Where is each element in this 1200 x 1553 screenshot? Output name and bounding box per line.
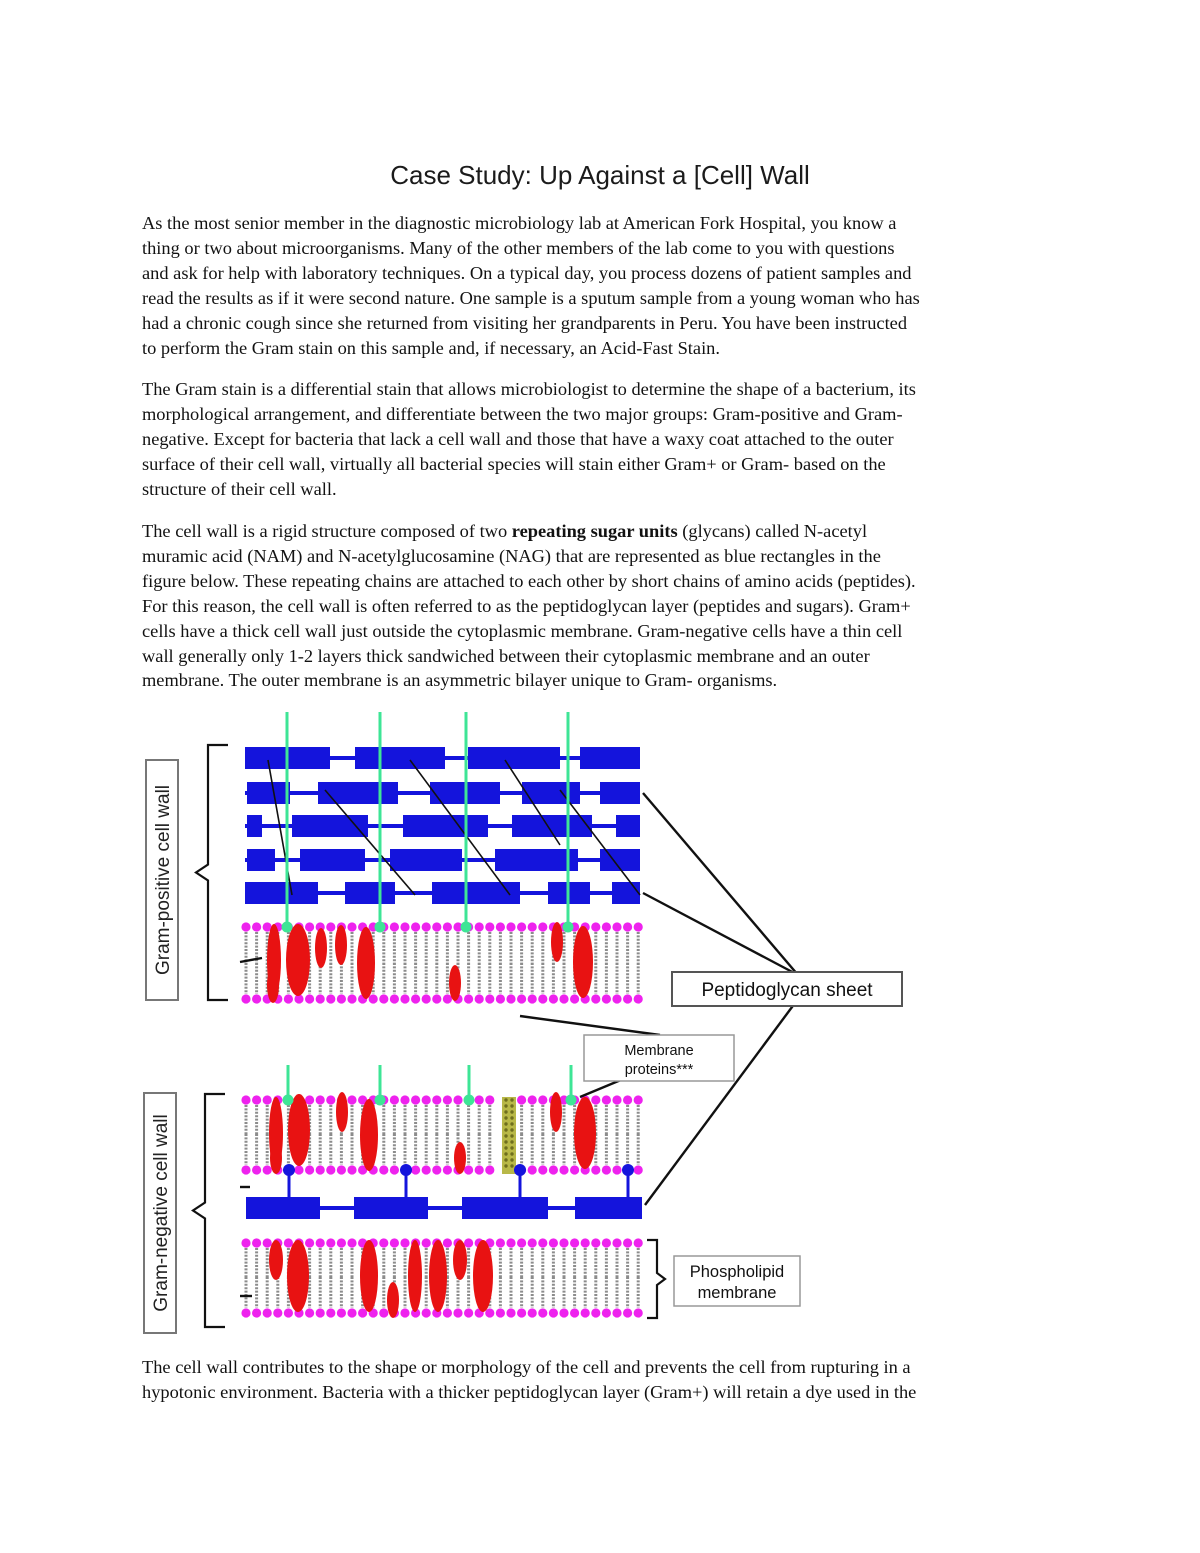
membrane-proteins-label-line: proteins*** — [624, 1062, 694, 1078]
gram-stain-paragraph — [142, 377, 1072, 502]
text-line: negative. Except for bacteria that lack a cell wall and those that have a waxy coat attached to the outer — [142, 428, 894, 449]
lipid-head — [591, 994, 600, 1003]
lipid-head — [485, 922, 494, 931]
glycan-block — [247, 782, 290, 804]
lipid-head — [581, 1308, 590, 1317]
lipid-head — [390, 922, 399, 931]
text-line: As the most senior member in the diagnostic microbiology lab at American Fork Hospital, you know a — [142, 213, 897, 233]
pointer-line — [240, 958, 262, 962]
lipid-head — [602, 1238, 611, 1247]
lipid-head — [549, 1238, 558, 1247]
porin-dot — [510, 1116, 513, 1119]
text-line: read the results as if it were second nature. One sample is a sputum sample from a young woman who has — [142, 287, 920, 308]
membrane-protein — [453, 1240, 467, 1280]
lipid-head — [294, 1165, 303, 1174]
lipid-head — [464, 1308, 473, 1317]
lipid-head — [411, 1165, 420, 1174]
glycan-block — [495, 849, 578, 871]
lipid-head — [485, 1308, 494, 1317]
text-line — [142, 519, 1072, 544]
membrane-protein — [429, 1240, 447, 1312]
bold-term: repeating sugar units — [511, 521, 678, 541]
cell-wall-paragraph — [142, 519, 1072, 693]
lipid-head — [241, 1238, 250, 1247]
lipid-head — [623, 1095, 632, 1104]
lipid-head — [252, 1165, 261, 1174]
lipid-head — [634, 922, 643, 931]
lipid-head — [464, 994, 473, 1003]
lipid-head — [347, 1165, 356, 1174]
lipid-head — [347, 994, 356, 1003]
lipid-head — [369, 994, 378, 1003]
text-line: wall generally only 1-2 layers thick sandwiched between their cytoplasmic membrane and an outer — [142, 645, 870, 666]
porin-dot — [504, 1140, 507, 1143]
lipid-head — [379, 994, 388, 1003]
lipid-head — [581, 1238, 590, 1247]
lipid-head — [591, 1165, 600, 1174]
lipid-head — [559, 1165, 568, 1174]
porin-dot — [510, 1164, 513, 1167]
glycan-block — [580, 747, 640, 769]
text-line: figure below. These repeating chains are attached to each other by short chains of amino acids (peptides). — [142, 570, 916, 591]
text-line: to perform the Gram stain on this sample and, if necessary, an Acid-Fast Stain. — [142, 337, 720, 358]
lipid-head — [263, 1308, 272, 1317]
glycan-block — [247, 849, 275, 871]
lipid-head — [612, 1095, 621, 1104]
porin-dot — [510, 1152, 513, 1155]
lipid-head — [241, 1308, 250, 1317]
lipid-head — [411, 922, 420, 931]
lipid-head — [443, 1238, 452, 1247]
lipid-head — [634, 994, 643, 1003]
lipid-head — [602, 994, 611, 1003]
porin-dot — [504, 1164, 507, 1167]
lipid-head — [475, 1165, 484, 1174]
lipid-head — [337, 1165, 346, 1174]
lipid-head — [305, 1095, 314, 1104]
lipid-head — [390, 1165, 399, 1174]
lps-anchor — [464, 1095, 475, 1106]
lipid-head — [602, 1308, 611, 1317]
lipid-head — [538, 1095, 547, 1104]
lipid-head — [252, 994, 261, 1003]
porin-dot — [504, 1134, 507, 1137]
lipid-head — [337, 1308, 346, 1317]
lipid-head — [538, 994, 547, 1003]
cell-wall-diagram — [138, 700, 918, 1345]
lps-anchor — [566, 1095, 577, 1106]
porin-dot — [504, 1128, 507, 1131]
lipid-head — [506, 922, 515, 931]
lipid-head — [400, 922, 409, 931]
lipid-head — [591, 922, 600, 931]
lipoteichoic-anchor — [282, 922, 293, 933]
membrane-protein — [360, 1240, 378, 1312]
lipid-head — [347, 922, 356, 931]
lipid-head — [422, 1165, 431, 1174]
membrane-protein — [267, 967, 279, 1003]
membrane-protein — [270, 1142, 282, 1174]
membrane-protein — [315, 928, 327, 968]
lipid-head — [241, 1095, 250, 1104]
membrane-protein — [336, 1092, 348, 1132]
text-line: For this reason, the cell wall is often referred to as the peptidoglycan layer (peptides and sugars). Gram+ — [142, 595, 911, 616]
lipid-head — [432, 922, 441, 931]
glycan-block — [616, 815, 640, 837]
lipid-head — [316, 1308, 325, 1317]
lipid-head — [337, 994, 346, 1003]
porin-dot — [504, 1110, 507, 1113]
diagram-shapes — [193, 712, 798, 1327]
lipoprotein-anchor — [400, 1164, 412, 1176]
lipid-head — [612, 922, 621, 931]
lipid-head — [252, 1238, 261, 1247]
lipid-head — [496, 1308, 505, 1317]
lipid-head — [305, 1238, 314, 1247]
lipid-head — [305, 1308, 314, 1317]
lipid-head — [241, 922, 250, 931]
membrane-protein — [287, 1240, 309, 1312]
lipid-head — [411, 1095, 420, 1104]
phospholipid-label-line: Phospholipid — [689, 1263, 785, 1281]
lipid-head — [326, 1165, 335, 1174]
lipid-head — [400, 994, 409, 1003]
peptide-crosslink — [325, 790, 415, 895]
lipid-head — [453, 1308, 462, 1317]
lipid-head — [549, 1308, 558, 1317]
glycan-block — [345, 882, 395, 904]
text-line: morphological arrangement, and differentiate between the two major groups: Gram-positive and Gram- — [142, 403, 903, 424]
lipid-head — [528, 1238, 537, 1247]
lipid-head — [559, 994, 568, 1003]
lipid-head — [538, 1308, 547, 1317]
text-line: cells have a thick cell wall just outside the cytoplasmic membrane. Gram-negative cells have a thin cell — [142, 620, 903, 641]
lipid-head — [326, 922, 335, 931]
membrane-protein — [574, 1097, 596, 1169]
lps-anchor — [375, 1095, 386, 1106]
lipid-head — [443, 994, 452, 1003]
membrane-protein — [288, 1094, 310, 1166]
text-line: had a chronic cough since she returned from visiting her grandparents in Peru. You have been instructed — [142, 312, 908, 333]
membrane-protein — [408, 1240, 422, 1312]
lipid-head — [305, 1165, 314, 1174]
porin-channel — [502, 1097, 516, 1174]
lipid-head — [528, 1095, 537, 1104]
lipid-head — [453, 1095, 462, 1104]
lipid-head — [485, 1165, 494, 1174]
glycan-block — [247, 815, 262, 837]
lipid-head — [252, 1308, 261, 1317]
lipid-head — [475, 994, 484, 1003]
lipid-head — [432, 994, 441, 1003]
pointer-line — [520, 1016, 660, 1035]
membrane-protein — [335, 925, 347, 965]
membrane-protein — [360, 1099, 378, 1171]
lipid-head — [284, 1308, 293, 1317]
text-line: structure of their cell wall. — [142, 478, 337, 499]
lipid-head — [517, 1238, 526, 1247]
membrane-protein — [269, 1240, 283, 1280]
lipid-head — [305, 922, 314, 931]
lipid-head — [241, 994, 250, 1003]
lipid-head — [623, 1308, 632, 1317]
lipid-head — [326, 1308, 335, 1317]
page-title: Case Study: Up Against a [Cell] Wall — [390, 160, 810, 190]
porin-dot — [510, 1128, 513, 1131]
lipid-head — [591, 1095, 600, 1104]
lipid-head — [506, 994, 515, 1003]
lipoprotein-anchor — [514, 1164, 526, 1176]
lipid-head — [347, 1308, 356, 1317]
lipid-head — [612, 1308, 621, 1317]
intro-paragraph — [142, 211, 1072, 360]
lipid-head — [634, 1238, 643, 1247]
text-line: surface of their cell wall, virtually all bacterial species will stain either Gram+ or Gram- based on the — [142, 453, 886, 474]
lipid-head — [284, 1238, 293, 1247]
lipid-head — [528, 1308, 537, 1317]
membrane-protein — [573, 926, 593, 998]
lipid-head — [411, 994, 420, 1003]
lipid-head — [464, 1238, 473, 1247]
lipid-head — [559, 1308, 568, 1317]
lipid-head — [422, 1095, 431, 1104]
lipid-head — [390, 994, 399, 1003]
porin-dot — [504, 1098, 507, 1101]
glycan-block — [612, 882, 640, 904]
lipid-head — [326, 1095, 335, 1104]
porin-dot — [510, 1110, 513, 1113]
lipid-head — [612, 994, 621, 1003]
lipid-head — [379, 1238, 388, 1247]
pointer-line — [643, 793, 798, 975]
gram-positive-label: Gram-positive cell wall — [153, 784, 174, 976]
lipid-head — [358, 1308, 367, 1317]
lipid-head — [623, 994, 632, 1003]
lipid-head — [252, 922, 261, 931]
lipid-head — [443, 1165, 452, 1174]
lipid-head — [485, 1095, 494, 1104]
gram-negative-label: Gram-negative cell wall — [151, 1114, 172, 1312]
porin-dot — [504, 1116, 507, 1119]
lipid-head — [612, 1238, 621, 1247]
lipid-head — [517, 1308, 526, 1317]
lipid-head — [559, 1238, 568, 1247]
porin-dot — [510, 1104, 513, 1107]
pointer-line — [643, 893, 798, 975]
lipid-head — [316, 1238, 325, 1247]
glycan-block — [600, 782, 640, 804]
lipid-head — [390, 1095, 399, 1104]
lipid-head — [517, 922, 526, 931]
porin-dot — [510, 1134, 513, 1137]
membrane-protein — [387, 1282, 399, 1318]
lipid-head — [305, 994, 314, 1003]
lipid-head — [602, 922, 611, 931]
peptide-crosslink — [560, 790, 640, 895]
lipid-head — [602, 1095, 611, 1104]
lipid-head — [464, 1165, 473, 1174]
lipid-head — [422, 1308, 431, 1317]
lipid-head — [570, 994, 579, 1003]
lipid-head — [591, 1308, 600, 1317]
lipid-head — [443, 1308, 452, 1317]
membrane-protein — [473, 1240, 493, 1312]
lipid-head — [528, 1165, 537, 1174]
lipid-head — [570, 1165, 579, 1174]
lipid-head — [316, 1095, 325, 1104]
lipid-head — [326, 1238, 335, 1247]
lipid-head — [538, 1165, 547, 1174]
membrane-protein — [551, 922, 563, 962]
lipid-head — [475, 922, 484, 931]
membrane-proteins-label-line: Membrane — [624, 1043, 694, 1059]
lipid-head — [634, 1165, 643, 1174]
lipid-head — [506, 1308, 515, 1317]
text-line: muramic acid (NAM) and N-acetylglucosamine (NAG) that are represented as blue rectangles in the — [142, 545, 881, 566]
glycan-block — [355, 747, 445, 769]
lipid-head — [379, 1165, 388, 1174]
text-line: The cell wall contributes to the shape or morphology of the cell and prevents the cell from rupturing in a — [142, 1357, 911, 1377]
lps-anchor — [283, 1095, 294, 1106]
lipid-head — [432, 1165, 441, 1174]
lipid-head — [602, 1165, 611, 1174]
lipoprotein-anchor — [283, 1164, 295, 1176]
lipoteichoic-anchor — [461, 922, 472, 933]
lipid-head — [263, 1165, 272, 1174]
lipoteichoic-anchor — [563, 922, 574, 933]
lipid-head — [623, 922, 632, 931]
lipid-head — [570, 1308, 579, 1317]
lipid-head — [475, 1095, 484, 1104]
lipid-head — [316, 994, 325, 1003]
glycan-block — [403, 815, 488, 837]
lipid-head — [538, 922, 547, 931]
lipid-head — [443, 922, 452, 931]
lipid-head — [422, 994, 431, 1003]
membrane-protein — [449, 965, 461, 1001]
membrane-protein — [357, 927, 375, 999]
lipid-head — [623, 1238, 632, 1247]
glycan-block — [390, 849, 462, 871]
membrane-protein — [454, 1142, 466, 1174]
lipid-head — [591, 1238, 600, 1247]
lipid-head — [400, 1308, 409, 1317]
glycan-block — [300, 849, 365, 871]
glycan-block — [575, 1197, 642, 1219]
lipid-head — [538, 1238, 547, 1247]
porin-dot — [504, 1122, 507, 1125]
glycan-block — [432, 882, 520, 904]
lipid-head — [570, 1238, 579, 1247]
porin-dot — [510, 1122, 513, 1125]
lipid-head — [347, 1095, 356, 1104]
lipid-head — [634, 1308, 643, 1317]
lipid-head — [347, 1238, 356, 1247]
porin-dot — [504, 1146, 507, 1149]
glycan-block — [354, 1197, 428, 1219]
text-run: The cell wall is a rigid structure composed of two — [142, 521, 512, 541]
lipid-head — [422, 922, 431, 931]
lipid-head — [496, 922, 505, 931]
lipid-head — [432, 1095, 441, 1104]
lipid-head — [263, 1238, 272, 1247]
lipid-head — [379, 1308, 388, 1317]
porin-dot — [510, 1158, 513, 1161]
closing-paragraph — [142, 1355, 1072, 1405]
text-line: hypotonic environment. Bacteria with a thicker peptidoglycan layer (Gram+) will retain a dye used in the — [142, 1381, 917, 1402]
glycan-block — [245, 882, 318, 904]
lipid-head — [634, 1095, 643, 1104]
phospholipid-label-line: membrane — [697, 1284, 777, 1302]
lipid-head — [549, 1165, 558, 1174]
porin-dot — [510, 1098, 513, 1101]
text-line: and ask for help with laboratory techniques. On a typical day, you process dozens of patient samples and — [142, 262, 912, 283]
lipid-head — [517, 1095, 526, 1104]
porin-dot — [510, 1140, 513, 1143]
text-line: thing or two about microorganisms. Many of the other members of the lab come to you with questions — [142, 237, 895, 258]
lipid-head — [273, 1308, 282, 1317]
glycan-block — [318, 782, 398, 804]
lipid-head — [263, 1095, 272, 1104]
lipid-head — [443, 1095, 452, 1104]
lipid-head — [496, 1238, 505, 1247]
lipid-head — [528, 922, 537, 931]
lipid-head — [316, 1165, 325, 1174]
lipid-head — [337, 1238, 346, 1247]
lipid-head — [400, 1238, 409, 1247]
porin-dot — [510, 1146, 513, 1149]
lipid-head — [485, 994, 494, 1003]
lipid-head — [528, 994, 537, 1003]
lipoteichoic-anchor — [375, 922, 386, 933]
lipid-head — [390, 1238, 399, 1247]
lipid-head — [496, 994, 505, 1003]
gram-negative-bracket — [193, 1094, 225, 1327]
text-line: The Gram stain is a differential stain that allows microbiologist to determine the shape of a bacterium, its — [142, 379, 916, 399]
text-line: membrane. The outer membrane is an asymmetric bilayer unique to Gram- organisms. — [142, 670, 778, 691]
lipid-head — [422, 1238, 431, 1247]
lipid-head — [252, 1095, 261, 1104]
glycan-block — [462, 1197, 548, 1219]
membrane-protein — [550, 1092, 562, 1132]
lipid-head — [400, 1095, 409, 1104]
porin-dot — [504, 1104, 507, 1107]
glycan-block — [246, 1197, 320, 1219]
lipid-head — [506, 1238, 515, 1247]
lipid-head — [326, 994, 335, 1003]
lipid-head — [284, 994, 293, 1003]
membrane-protein — [286, 924, 310, 996]
lipid-head — [549, 994, 558, 1003]
lipid-head — [517, 994, 526, 1003]
porin-dot — [504, 1158, 507, 1161]
porin-dot — [504, 1152, 507, 1155]
phospholipid-bracket — [647, 1240, 665, 1318]
glycan-block — [468, 747, 560, 769]
text-run: (glycans) called N-acetyl — [677, 521, 868, 541]
peptidoglycan-label: Peptidoglycan sheet — [701, 980, 873, 1001]
lipid-head — [241, 1165, 250, 1174]
lipid-head — [612, 1165, 621, 1174]
pointer-line — [645, 1003, 795, 1205]
lipoprotein-anchor — [622, 1164, 634, 1176]
gram-positive-bracket — [196, 745, 228, 1000]
